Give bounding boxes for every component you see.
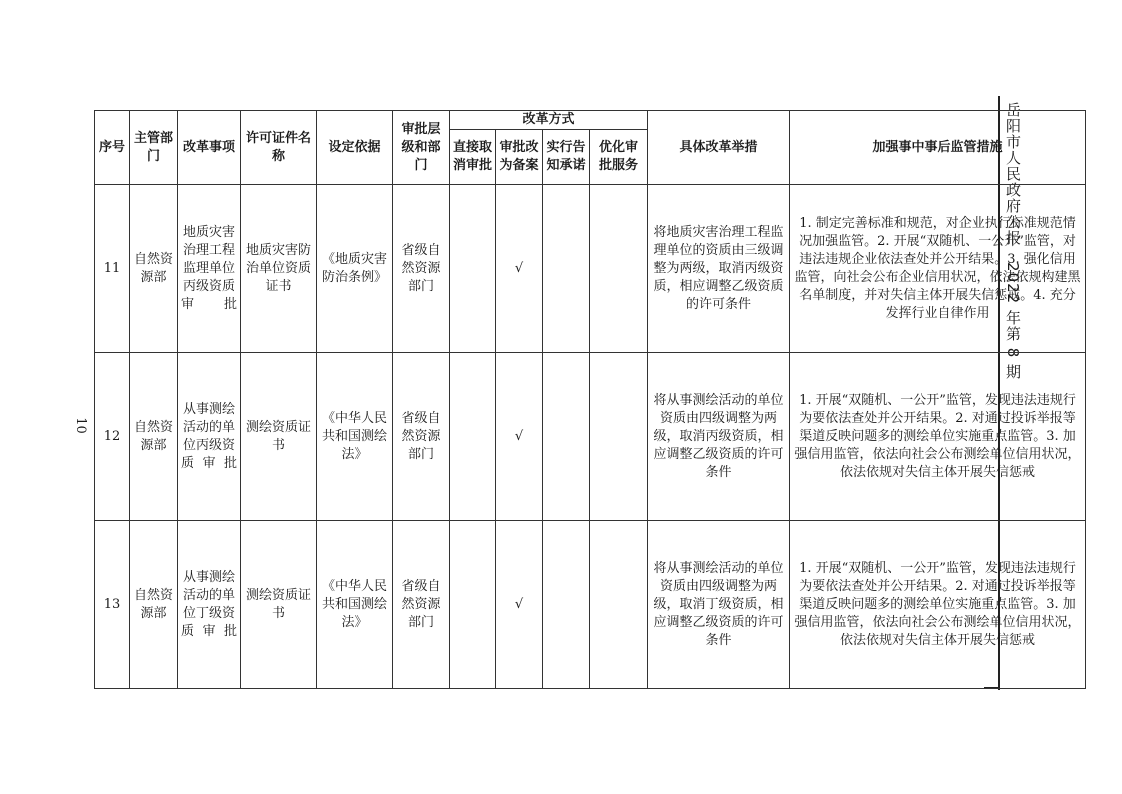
journal-header: 岳阳市人民政府公报 2022 年第 8 期 [1004,102,1022,381]
cell-method-notify [543,185,590,353]
cell-basis: 《地质灾害防治条例》 [317,185,393,353]
header-method-filing: 审批改为备案 [496,130,543,185]
cell-license: 测绘资质证书 [241,521,317,689]
cell-supervision: 1. 开展“双随机、一公开”监管，发现违法违规行为要依法查处并公开结果。2. 对通过投诉举报等渠道反映问题多的测绘单位实施重点监管。3. 加强信用监管，依法向社会公布测绘单位信用状况，依法依规对失信主体开展失信惩戒 [790,353,1086,521]
cell-method-cancel [450,353,496,521]
cell-level: 省级自然资源部门 [393,521,450,689]
header-method-cancel: 直接取消审批 [450,130,496,185]
cell-method-cancel [450,521,496,689]
cell-index: 12 [95,353,130,521]
header-method-optimize: 优化审批服务 [590,130,648,185]
header-level: 审批层级和部门 [393,111,450,185]
cell-dept: 自然资源部 [130,185,178,353]
cell-method-optimize [590,185,648,353]
page-number: 10 [72,417,88,434]
cell-supervision: 1. 制定完善标准和规范，对企业执行标准规范情况加强监管。2. 开展“双随机、一公开”监管，对违法违规企业依法查处并公开结果。3. 强化信用监管，向社会公布企业信用状况，依法依规构建黑名单制度，并对失信主体开展失信惩戒。4. 充分发挥行业自律作用 [790,185,1086,353]
cell-method-optimize [590,353,648,521]
cell-supervision: 1. 开展“双随机、一公开”监管，发现违法违规行为要依法查处并公开结果。2. 对通过投诉举报等渠道反映问题多的测绘单位实施重点监管。3. 加强信用监管，依法向社会公布测绘单位信用状况，依法依规对失信主体开展失信惩戒 [790,521,1086,689]
header-index: 序号 [95,111,130,185]
table-row [95,353,1086,521]
cell-license: 测绘资质证书 [241,353,317,521]
header-basis: 设定依据 [317,111,393,185]
cell-method-cancel [450,185,496,353]
header-method-notify: 实行告知承诺 [543,130,590,185]
cell-item: 从事测绘活动的单位丁级资质审批 [178,521,241,689]
cell-index: 11 [95,185,130,353]
header-supervision: 加强事中事后监管措施 [790,111,1086,185]
cell-index: 13 [95,521,130,689]
header-license: 许可证件名称 [241,111,317,185]
header-dept: 主管部门 [130,111,178,185]
cell-method-notify [543,521,590,689]
cell-measures: 将从事测绘活动的单位资质由四级调整为两级，取消丙级资质，相应调整乙级资质的许可条件 [648,353,790,521]
table-row [95,185,1086,353]
cell-measures: 将从事测绘活动的单位资质由四级调整为两级，取消丁级资质，相应调整乙级资质的许可条件 [648,521,790,689]
cell-method-optimize [590,521,648,689]
cell-license: 地质灾害防治单位资质证书 [241,185,317,353]
cell-dept: 自然资源部 [130,521,178,689]
cell-level: 省级自然资源部门 [393,185,450,353]
cell-item: 地质灾害治理工程监理单位丙级资质审批 [178,185,241,353]
cell-item: 从事测绘活动的单位丙级资质审批 [178,353,241,521]
table-row [95,521,1086,689]
reform-table [94,110,1086,689]
cell-basis: 《中华人民共和国测绘法》 [317,521,393,689]
cell-basis: 《中华人民共和国测绘法》 [317,353,393,521]
cell-measures: 将地质灾害治理工程监理单位的资质由三级调整为两级，取消丙级资质，相应调整乙级资质的许可条件 [648,185,790,353]
header-measures: 具体改革举措 [648,111,790,185]
cell-method-notify [543,353,590,521]
cell-method-filing: √ [496,185,543,353]
cell-level: 省级自然资源部门 [393,353,450,521]
cell-dept: 自然资源部 [130,353,178,521]
header-method-group: 改革方式 [450,111,648,130]
cell-method-filing: √ [496,521,543,689]
header-item: 改革事项 [178,111,241,185]
cell-method-filing: √ [496,353,543,521]
